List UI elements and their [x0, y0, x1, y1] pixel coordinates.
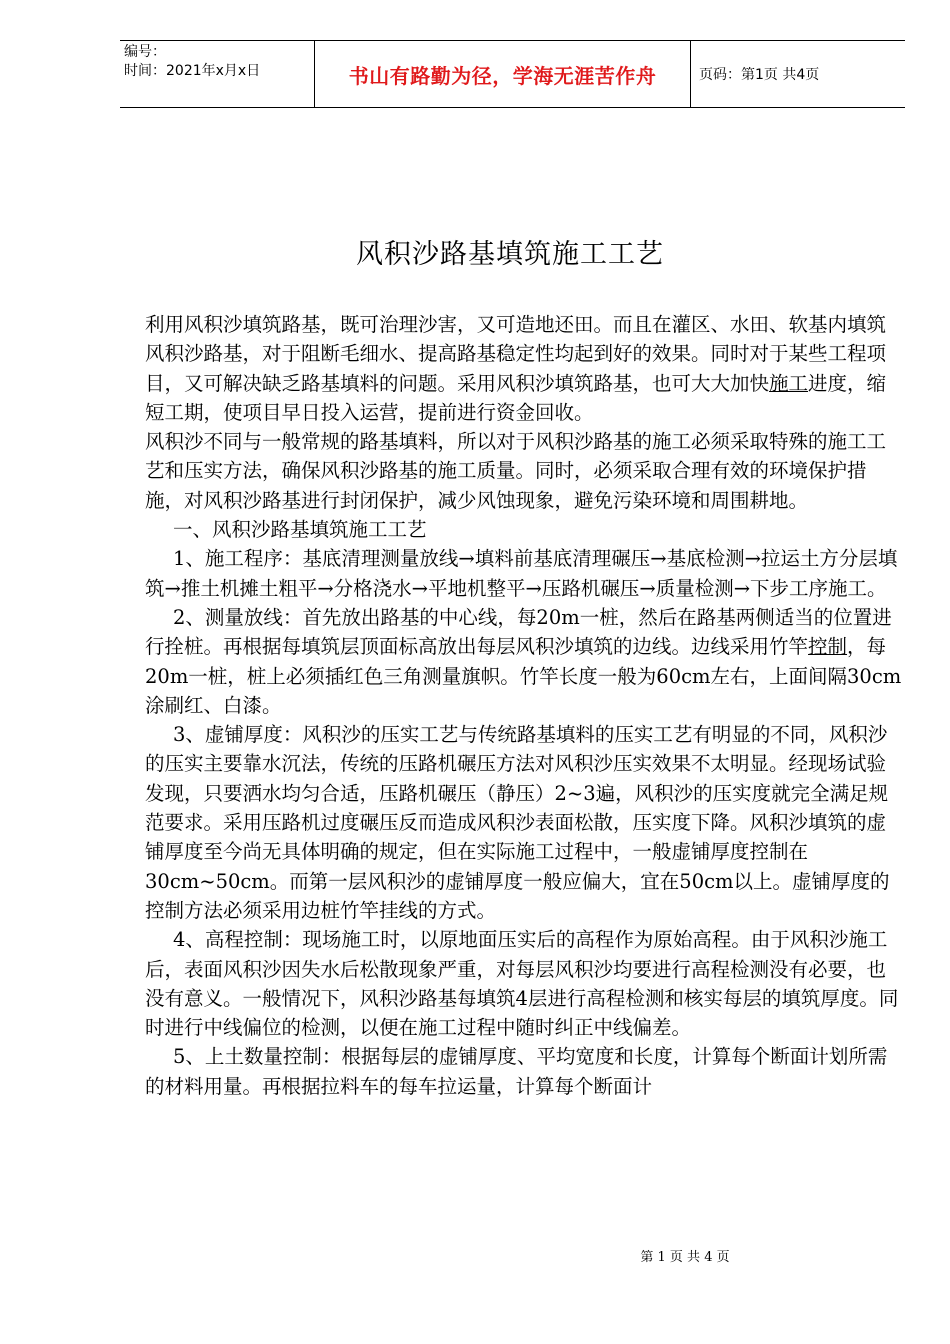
document-body: [145, 310, 905, 1101]
link-control[interactable]: 控制: [808, 635, 848, 659]
paragraph-1: 利用风积沙填筑路基，既可治理沙害，又可造地还田。而且在灌区、水田、软基内填筑风积沙路基，对于阻断毛细水、提高路基稳定性均起到好的效果。同时对于某些工程项目，又可解决缺乏路基填料的问题。采用风积沙填筑路基，也可大大加快施工进度，缩短工期，使项目早日投入运营，提前进行资金回收。: [145, 313, 887, 424]
page-footer: 第 1 页 共 4 页: [640, 1250, 730, 1265]
paragraph-loose-thickness: 3、虚铺厚度：风积沙的压实工艺与传统路基填料的压实工艺有明显的不同，风积沙的压实主要靠水沉法，传统的压路机碾压方法对风积沙压实效果不太明显。经现场试验发现，只要洒水均匀合适，压路机碾压（静压）2~3遍，风积沙的压实度就完全满足规范要求。采用压路机过度碾压反而造成风积沙表面松散，压实度下降。风积沙填筑的虚铺厚度至今尚无具体明确的规定，但在实际施工过程中，一般虚铺厚度控制在30cm~50cm。而第一层风积沙的虚铺厚度一般应偏大，宜在50cm以上。虚铺厚度的控制方法必须采用边桩竹竿挂线的方式。: [145, 723, 890, 922]
paragraph-survey: 2、测量放线：首先放出路基的中心线，每20m一桩，然后在路基两侧适当的位置进行拴桩。再根据每填筑层顶面标高放出每层风积沙填筑的边线。边线采用竹竿控制，每20m一桩，桩上必须插红色三角测量旗帜。竹竿长度一般为60cm左右，上面间隔30cm涂刷红、白漆。: [145, 605, 902, 717]
time-label: 时间：2021年x月x日: [124, 63, 261, 79]
section-heading-1: 一、风积沙路基填筑施工工艺: [173, 518, 427, 542]
paragraph-elevation: 4、高程控制：现场施工时，以原地面压实后的高程作为原始高程。由于风积沙施工后，表面风积沙因失水后松散现象严重，对每层风积沙均要进行高程检测没有必要，也没有意义。一般情况下，风积沙路基每填筑4层进行高程检测和核实每层的填筑厚度。同时进行中线偏位的检测，以便在施工过程中随时纠正中线偏差。: [145, 928, 899, 1040]
paragraph-2: 风积沙不同与一般常规的路基填料，所以对于风积沙路基的施工必须采取特殊的施工工艺和压实方法，确保风积沙路基的施工质量。同时，必须采取合理有效的环境保护措施，对风积沙路基进行封闭保护，减少风蚀现象，避免污染环境和周围耕地。: [145, 430, 887, 512]
number-label: 编号：: [124, 44, 166, 60]
paragraph-soil-quantity: 5、上土数量控制：根据每层的虚铺厚度、平均宽度和长度，计算每个断面计划所需的材料用量。再根据拉料车的每车拉运量，计算每个断面计: [145, 1045, 888, 1098]
document-title: 风积沙路基填筑施工工艺: [356, 239, 664, 270]
header-meta: [120, 41, 315, 107]
paragraph-procedure: 1、施工程序：基底清理测量放线→填料前基底清理碾压→基底检测→拉运土方分层填筑→推土机摊土粗平→分格浇水→平地机整平→压路机碾压→质量检测→下步工序施工。: [145, 547, 898, 600]
header-motto: 书山有路勤为径，学海无涯苦作舟: [315, 41, 691, 107]
header-page-info: 页码：第1页 共4页: [699, 67, 820, 83]
link-construction[interactable]: 施工: [769, 371, 809, 395]
page-header: [120, 40, 905, 108]
